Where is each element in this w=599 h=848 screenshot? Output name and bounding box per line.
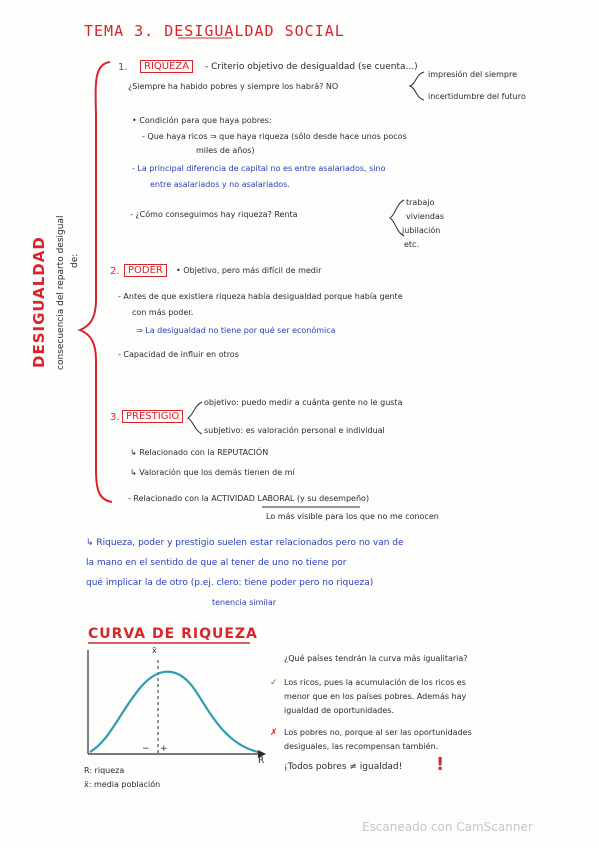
- answer2-line1: Los pobres no, porque al ser las oportunidades: [284, 728, 472, 737]
- note-line1: ↳ Riqueza, poder y prestigio suelen estar relacionados pero no van de: [86, 538, 404, 548]
- tick-plus: +: [160, 744, 168, 754]
- camscanner-watermark: Escaneado con CamScanner: [362, 820, 533, 834]
- riqueza-line7: entre asalariados y no asalariados.: [150, 180, 290, 189]
- poder-num: 2.: [110, 266, 120, 277]
- prestigio-brace: [188, 402, 202, 434]
- siempre-branch2: incertidumbre del futuro: [428, 92, 526, 101]
- riqueza-line5: miles de años): [196, 146, 255, 155]
- side-sub1: consecuencia del reparto desigual: [56, 215, 66, 370]
- prestigio-line4: Lo más visible para los que no me conocen: [266, 512, 439, 521]
- answer1-line2: menor que en los países pobres. Además hay: [284, 692, 467, 701]
- riqueza-line8: - ¿Cómo conseguimos hay riqueza? Renta: [130, 210, 298, 219]
- renta-item-1: trabajo: [406, 198, 435, 207]
- prestigio-label: PRESTIGIO: [122, 410, 183, 423]
- poder-line1: • Objetivo, pero más difícil de medir: [176, 266, 322, 275]
- poder-label: PODER: [124, 264, 167, 277]
- note-line4: tenencia similar: [212, 598, 277, 607]
- riqueza-line4: - Que haya ricos ⇒ que haya riqueza (sólo desde hace unos pocos: [142, 132, 407, 141]
- legend-media: x̄: media población: [84, 780, 161, 789]
- side-sub2: de:: [70, 253, 80, 268]
- riqueza-line6: - La principal diferencia de capital no es entre asalariados, sino: [132, 164, 386, 173]
- prestigio-line2: ↳ Valoración que los demás tienen de mí: [130, 468, 295, 477]
- siempre-branch1: impresión del siempre: [428, 70, 518, 79]
- note-line3: qué implicar la de otro (p.ej. clero: tiene poder pero no riqueza): [86, 578, 374, 588]
- riqueza-num: 1.: [118, 62, 128, 73]
- poder-line4: ⇒ La desigualdad no tiene por qué ser económica: [136, 326, 336, 335]
- answer2-line2: desiguales, las recompensan también.: [284, 742, 439, 751]
- wealth-curve: [90, 672, 258, 752]
- prestigio-branch1: objetivo: puedo medir a cuánta gente no le gusta: [204, 398, 403, 407]
- side-heading: DESIGUALDAD: [30, 236, 48, 368]
- note-line2: la mano en el sentido de que al tener de uno no tiene por: [86, 558, 347, 568]
- renta-item-4: etc.: [404, 240, 419, 249]
- legend-riqueza: R: riqueza: [84, 766, 125, 775]
- main-brace: [80, 62, 112, 502]
- riqueza-line3: • Condición para que haya pobres:: [132, 116, 272, 125]
- poder-line3: con más poder.: [132, 308, 194, 317]
- exclamation-mark: !: [436, 754, 445, 775]
- poder-line2: - Antes de que existiera riqueza había desigualdad porque había gente: [118, 292, 403, 301]
- riqueza-line1: - Criterio objetivo de desigualdad (se cuenta...): [205, 62, 418, 72]
- prestigio-line1: ↳ Relacionado con la REPUTACIÓN: [130, 448, 269, 457]
- renta-item-2: viviendas: [406, 212, 445, 221]
- riqueza-label: RIQUEZA: [140, 60, 193, 73]
- curve-ymax-label: x̄: [152, 646, 157, 655]
- tick-minus: −: [142, 744, 150, 754]
- answer1-line3: igualdad de oportunidades.: [284, 706, 394, 715]
- check-icon: ✓: [270, 678, 278, 688]
- page-title: TEMA 3. DESIGUALDAD SOCIAL: [84, 22, 345, 40]
- siempre-brace: [410, 72, 424, 100]
- riqueza-line2: ¿Siempre ha habido pobres y siempre los habrá? NO: [128, 82, 339, 91]
- x-axis-label: R: [258, 756, 265, 766]
- cross-icon: ✗: [270, 728, 278, 738]
- prestigio-branch2: subjetivo: es valoración personal e individual: [204, 426, 385, 435]
- prestigio-num: 3.: [110, 412, 120, 423]
- answer1-line1: Los ricos, pues la acumulación de los ricos es: [284, 678, 466, 687]
- renta-item-3: jubilación: [402, 226, 441, 235]
- poder-line5: - Capacidad de influir en otros: [118, 350, 239, 359]
- prestigio-line3: - Relacionado con la ACTIVIDAD LABORAL (y su desempeño): [128, 494, 370, 503]
- answer3: ¡Todos pobres ≠ igualdad!: [284, 762, 403, 772]
- curva-heading: CURVA DE RIQUEZA: [88, 626, 258, 642]
- curva-question: ¿Qué países tendrán la curva más igualitaria?: [284, 654, 468, 663]
